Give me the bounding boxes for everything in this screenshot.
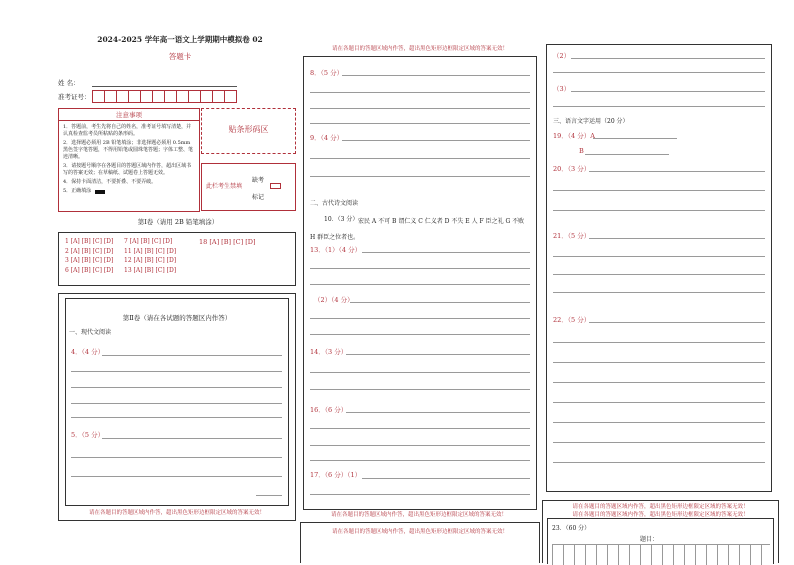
answer-line[interactable] xyxy=(310,494,530,495)
answer-line[interactable] xyxy=(102,355,282,356)
answer-line[interactable] xyxy=(553,402,765,403)
note-item: 3．请按题号顺序在各题目的答题区域内作答，超出区域书写的答案无效；在草稿纸、试题卷上答题无效。 xyxy=(63,163,192,176)
answer-line[interactable] xyxy=(71,476,282,477)
question-8-label: 8．（5 分） xyxy=(310,69,344,77)
answer-card-title: 答题卡 xyxy=(168,52,192,61)
part2-label: 二、古代诗文阅读 xyxy=(310,200,359,207)
question-4-label: 4．（4 分） xyxy=(71,348,105,356)
notes-title: 注意事项 xyxy=(59,109,199,121)
answer-line[interactable] xyxy=(553,190,765,191)
answer-line[interactable] xyxy=(553,422,765,423)
absent-box xyxy=(201,163,296,211)
answer-line[interactable] xyxy=(71,387,282,388)
answer-line[interactable] xyxy=(553,274,765,275)
part1-label: 一、现代文阅读 xyxy=(69,329,112,336)
question-16-label: 16．（6 分） xyxy=(310,406,348,414)
answer-line[interactable] xyxy=(553,362,765,363)
section2-inner xyxy=(65,298,289,506)
answer-line[interactable] xyxy=(310,92,530,93)
choice-row[interactable]: 13 [A] [B] [C] [D] xyxy=(124,266,177,274)
answer-line[interactable] xyxy=(553,462,765,463)
answer-line[interactable] xyxy=(571,91,765,92)
answer-line[interactable] xyxy=(71,457,282,458)
section2-title: 第Ⅱ卷（请在各试题的答题区内作答） xyxy=(122,314,232,322)
answer-line[interactable] xyxy=(71,371,282,372)
answer-line[interactable] xyxy=(553,106,765,107)
choice-row[interactable]: 6 [A] [B] [C] [D] xyxy=(65,266,114,274)
question-3-label: （3） xyxy=(553,85,571,93)
notice-text: 请在各题目的答题区域内作答，超出黑色矩形边框限定区域的答案无效！ xyxy=(88,510,265,516)
question-17-label: 17．（6 分）（1） xyxy=(310,471,362,479)
answer-line[interactable] xyxy=(553,210,765,211)
choice-row[interactable]: 18 [A] [B] [C] [D] xyxy=(199,238,256,246)
answer-line[interactable] xyxy=(256,495,282,496)
question-19b-label: B xyxy=(579,147,584,155)
answer-line[interactable] xyxy=(310,318,530,319)
exam-title: 2024-2025 学年高一语文上学期期中模拟卷 02 xyxy=(97,35,263,44)
absent-mark-box[interactable] xyxy=(270,183,281,189)
question-20-label: 20．（3 分） xyxy=(553,165,591,173)
answer-line[interactable] xyxy=(310,372,530,373)
choice-row[interactable]: 12 [A] [B] [C] [D] xyxy=(124,257,177,264)
right-answer-frame xyxy=(546,44,772,492)
question-13b-label: （2）（4 分） xyxy=(314,296,354,304)
answer-line[interactable] xyxy=(593,138,677,139)
answer-line[interactable] xyxy=(553,342,765,343)
answer-line[interactable] xyxy=(71,403,282,404)
answer-line[interactable] xyxy=(589,238,765,239)
question-9-label: 9．（4 分） xyxy=(310,134,344,142)
id-box[interactable] xyxy=(213,90,225,103)
choice-row[interactable]: 7 [A] [B] [C] [D] xyxy=(124,238,173,245)
absent-mark-label2: 标记 xyxy=(252,194,265,201)
id-label: 准考证号： xyxy=(58,93,91,101)
answer-line[interactable] xyxy=(346,354,530,355)
question-14-label: 14．（3 分） xyxy=(310,348,348,356)
note-item: 2．选择题必须用 2B 铅笔填涂；非选择题必须用 0.5mm 黑色签字笔答题，不得用铅笔或圆珠笔答题；字体工整、笔迹清晰。 xyxy=(63,140,194,160)
id-box[interactable] xyxy=(129,90,141,103)
answer-line[interactable] xyxy=(310,428,530,429)
answer-line[interactable] xyxy=(310,445,530,446)
question-22-label: 22．（5 分） xyxy=(553,316,591,324)
answer-line[interactable] xyxy=(310,284,530,285)
id-box[interactable] xyxy=(225,90,237,103)
notes-box xyxy=(58,108,200,212)
note-item: 4．保持卡面清洁，不要折叠、不要弄破。 xyxy=(63,179,157,185)
answer-line[interactable] xyxy=(589,171,765,172)
section1-title: 第Ⅰ卷（请用 2B 铅笔填涂） xyxy=(137,218,219,226)
answer-line[interactable] xyxy=(589,322,765,323)
question-2-label: （2） xyxy=(553,52,571,60)
answer-line[interactable] xyxy=(310,123,530,124)
essay-inner xyxy=(547,518,774,564)
id-box[interactable] xyxy=(153,90,165,103)
question-13-label: 13．（1）（4 分） xyxy=(310,246,362,254)
absent-mark-label: 缺考 xyxy=(252,177,265,184)
answer-line[interactable] xyxy=(571,58,765,59)
answer-line[interactable] xyxy=(553,256,765,257)
barcode-label: 贴条形码区 xyxy=(228,125,269,134)
id-box[interactable] xyxy=(189,90,201,103)
id-box[interactable] xyxy=(92,90,105,103)
choice-area xyxy=(58,232,296,286)
answer-line[interactable] xyxy=(362,478,530,479)
answer-line[interactable] xyxy=(310,389,530,390)
barcode-area xyxy=(201,108,296,154)
notice-text: 请在各题目的答题区域内作答，超出黑色矩形边框限定区域的答案无效！ xyxy=(331,46,508,52)
answer-line[interactable] xyxy=(346,412,530,413)
answer-line[interactable] xyxy=(71,417,282,418)
question-21-label: 21．（5 分） xyxy=(553,232,591,240)
answer-line[interactable] xyxy=(553,72,765,73)
choice-row[interactable]: 3 [A] [B] [C] [D] xyxy=(65,257,114,264)
notice-text: 请在各题目的答题区域内作答，超出黑色矩形边框限定区域的答案无效！ xyxy=(331,529,508,535)
question-10-text[interactable]: 宏民 A 不可 B 谓仁义 C 仁义者 D 不失 E 人 F 臣之礼 G 不败 H 群臣之位者也。 xyxy=(310,218,525,241)
answer-line[interactable] xyxy=(553,382,765,383)
notice-text: 请在各题目的答题区域内作答，超出黑色矩形边框限定区域的答案无效！ xyxy=(330,512,507,518)
answer-line[interactable] xyxy=(362,252,530,253)
question-19-label: 19．（4 分）A xyxy=(553,132,595,140)
answer-line[interactable] xyxy=(310,158,530,159)
continuation-frame xyxy=(300,522,540,563)
note-item: 1．答题前，考生先将自己的姓名，准考证号填写清楚，并认真检查监考员所粘贴的条形码。 xyxy=(63,124,192,137)
notice-text: 请在各题目的答题区域内作答，超出黑色矩形边框限定区域的答案无效！ xyxy=(572,504,749,510)
id-boxes[interactable] xyxy=(92,90,237,103)
id-box[interactable] xyxy=(177,90,189,103)
essay-title-label: 题目： xyxy=(640,536,659,543)
answer-line[interactable] xyxy=(553,292,765,293)
question-23-label: 23．（60 分） xyxy=(552,525,591,532)
answer-line[interactable] xyxy=(310,334,530,335)
question-10-label: 10．（3 分） xyxy=(324,216,359,223)
middle-answer-frame xyxy=(303,56,537,510)
answer-line[interactable] xyxy=(310,268,530,269)
answer-line[interactable] xyxy=(102,438,282,439)
id-box[interactable] xyxy=(117,90,129,103)
answer-line[interactable] xyxy=(342,140,530,141)
section2-frame xyxy=(58,293,296,521)
id-box[interactable] xyxy=(105,90,117,103)
answer-line[interactable] xyxy=(342,75,530,76)
answer-line[interactable] xyxy=(310,108,530,109)
absent-label: 此栏考生禁填 xyxy=(206,183,243,190)
id-box[interactable] xyxy=(201,90,213,103)
filled-mark-icon xyxy=(95,190,105,194)
id-box[interactable] xyxy=(141,90,153,103)
part3-label: 三、语言文字运用（20 分） xyxy=(553,118,629,125)
choice-row[interactable]: 2 [A] [B] [C] [D] xyxy=(65,247,114,255)
answer-line[interactable] xyxy=(585,154,669,155)
name-field[interactable] xyxy=(92,86,237,87)
notice-text: 请在各题目的答题区域内作答，超出黑色矩形边框限定区域的答案无效！ xyxy=(572,512,749,518)
id-box[interactable] xyxy=(165,90,177,103)
name-label: 姓 名： xyxy=(58,79,80,87)
note-item: 5．正确填涂 xyxy=(63,188,196,195)
middle-notice-top xyxy=(303,44,537,52)
choice-row[interactable]: 1 [A] [B] [C] [D] xyxy=(65,238,114,245)
answer-line[interactable] xyxy=(310,460,530,461)
answer-line[interactable] xyxy=(350,302,530,303)
answer-line[interactable] xyxy=(553,442,765,443)
choice-row[interactable]: 11 [A] [B] [C] [D] xyxy=(124,247,177,255)
question-5-label: 5．（5 分） xyxy=(71,431,105,439)
essay-frame xyxy=(542,500,779,563)
answer-line[interactable] xyxy=(310,176,530,177)
